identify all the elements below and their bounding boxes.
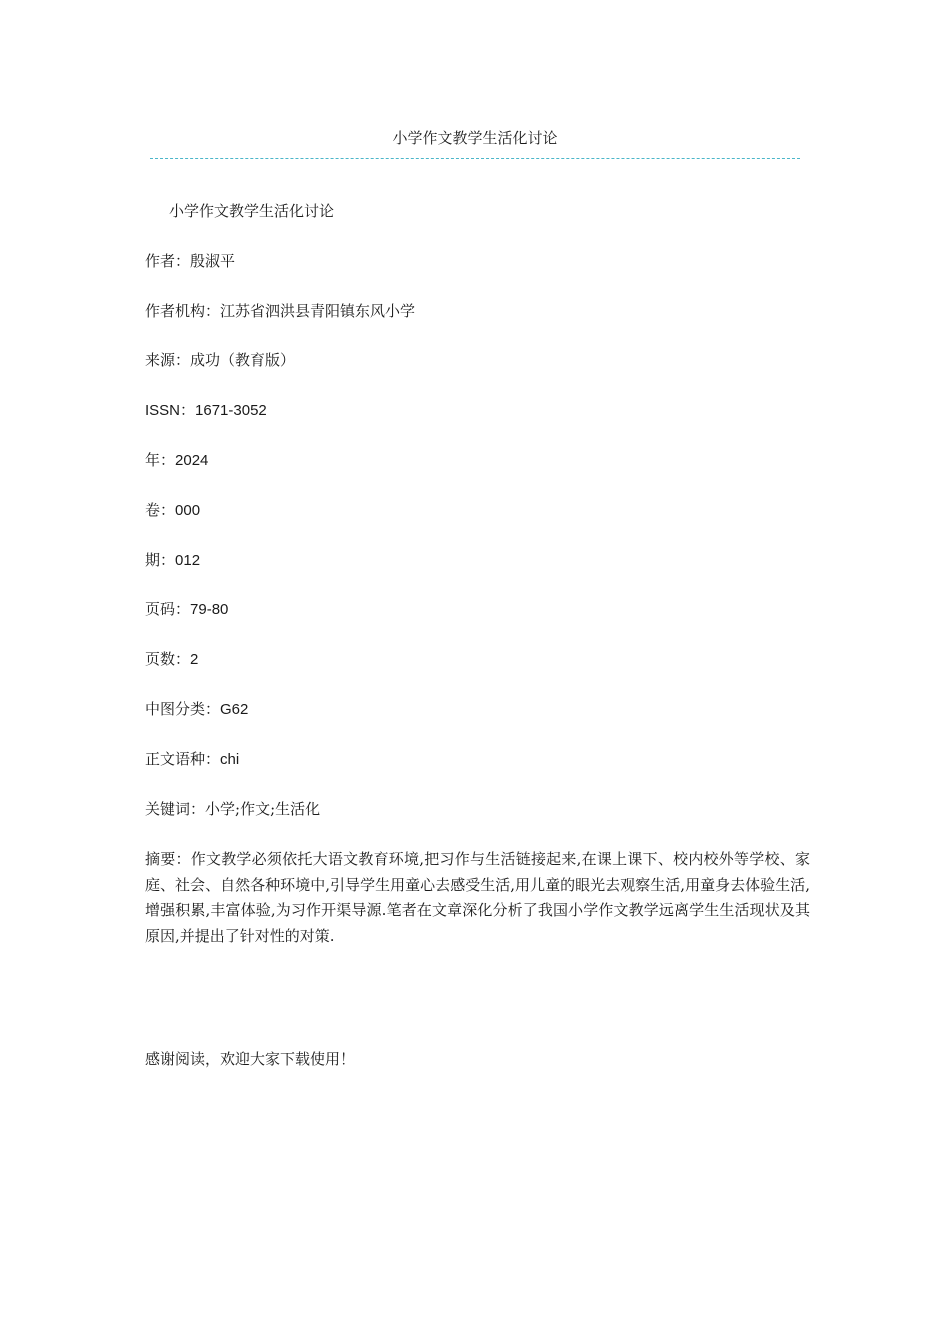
field-label: 作者： xyxy=(145,251,191,270)
field-label: 作者机构： xyxy=(145,301,221,320)
abstract-label: 摘要： xyxy=(145,850,191,869)
field-label: 卷： xyxy=(145,500,176,519)
field-value: G62 xyxy=(220,700,249,718)
field-value: chi xyxy=(220,750,240,768)
field-issn xyxy=(145,399,810,421)
field-keywords xyxy=(145,798,810,820)
field-institution xyxy=(145,300,810,322)
field-author xyxy=(145,250,810,272)
field-value: 成功（教育版） xyxy=(190,351,296,370)
field-page-count xyxy=(145,648,810,670)
field-value: 000 xyxy=(175,501,201,519)
field-value: 012 xyxy=(175,551,201,569)
article-title: 小学作文教学生活化讨论 xyxy=(169,202,335,220)
field-pages xyxy=(145,598,810,620)
field-label: 关键词： xyxy=(145,799,206,818)
field-label: ISSN： xyxy=(145,402,196,420)
article-body xyxy=(145,200,810,949)
field-value: 江苏省泗洪县青阳镇东风小学 xyxy=(220,301,416,320)
field-year xyxy=(145,449,810,471)
field-value: 殷淑平 xyxy=(190,251,236,270)
field-label: 页码： xyxy=(145,600,191,619)
field-volume xyxy=(145,499,810,521)
field-value: 79-80 xyxy=(190,601,229,619)
field-value: 小学;作文;生活化 xyxy=(205,799,321,818)
abstract xyxy=(145,847,810,949)
field-label: 页数： xyxy=(145,650,191,669)
field-source xyxy=(145,349,810,371)
header-title: 小学作文教学生活化讨论 xyxy=(392,129,558,147)
field-value: 2024 xyxy=(175,451,209,469)
field-value: 2 xyxy=(190,651,199,669)
field-classification xyxy=(145,698,810,720)
field-label: 来源： xyxy=(145,351,191,370)
field-label: 期： xyxy=(145,550,176,569)
abstract-text: 作文教学必须依托大语文教育环境,把习作与生活链接起来,在课上课下、校内校外等学校、家庭、社会、自然各种环境中,引导学生用童心去感受生活,用儿童的眼光去观察生活,用童身去体验生活,增强积累,丰富体验,为习作开渠导源.笔者在文章深化分析了我国小学作文教学远离学生生活现状及其原因,并提出了针对性的对策. xyxy=(145,850,810,945)
field-issue xyxy=(145,549,810,571)
header-divider xyxy=(150,158,800,159)
field-label: 年： xyxy=(145,450,176,469)
field-language xyxy=(145,748,810,770)
field-label: 正文语种： xyxy=(145,749,221,768)
thanks-note: 感谢阅读，欢迎大家下载使用！ xyxy=(145,1050,356,1068)
field-value: 1671-3052 xyxy=(195,402,267,420)
field-label: 中图分类： xyxy=(145,699,221,718)
